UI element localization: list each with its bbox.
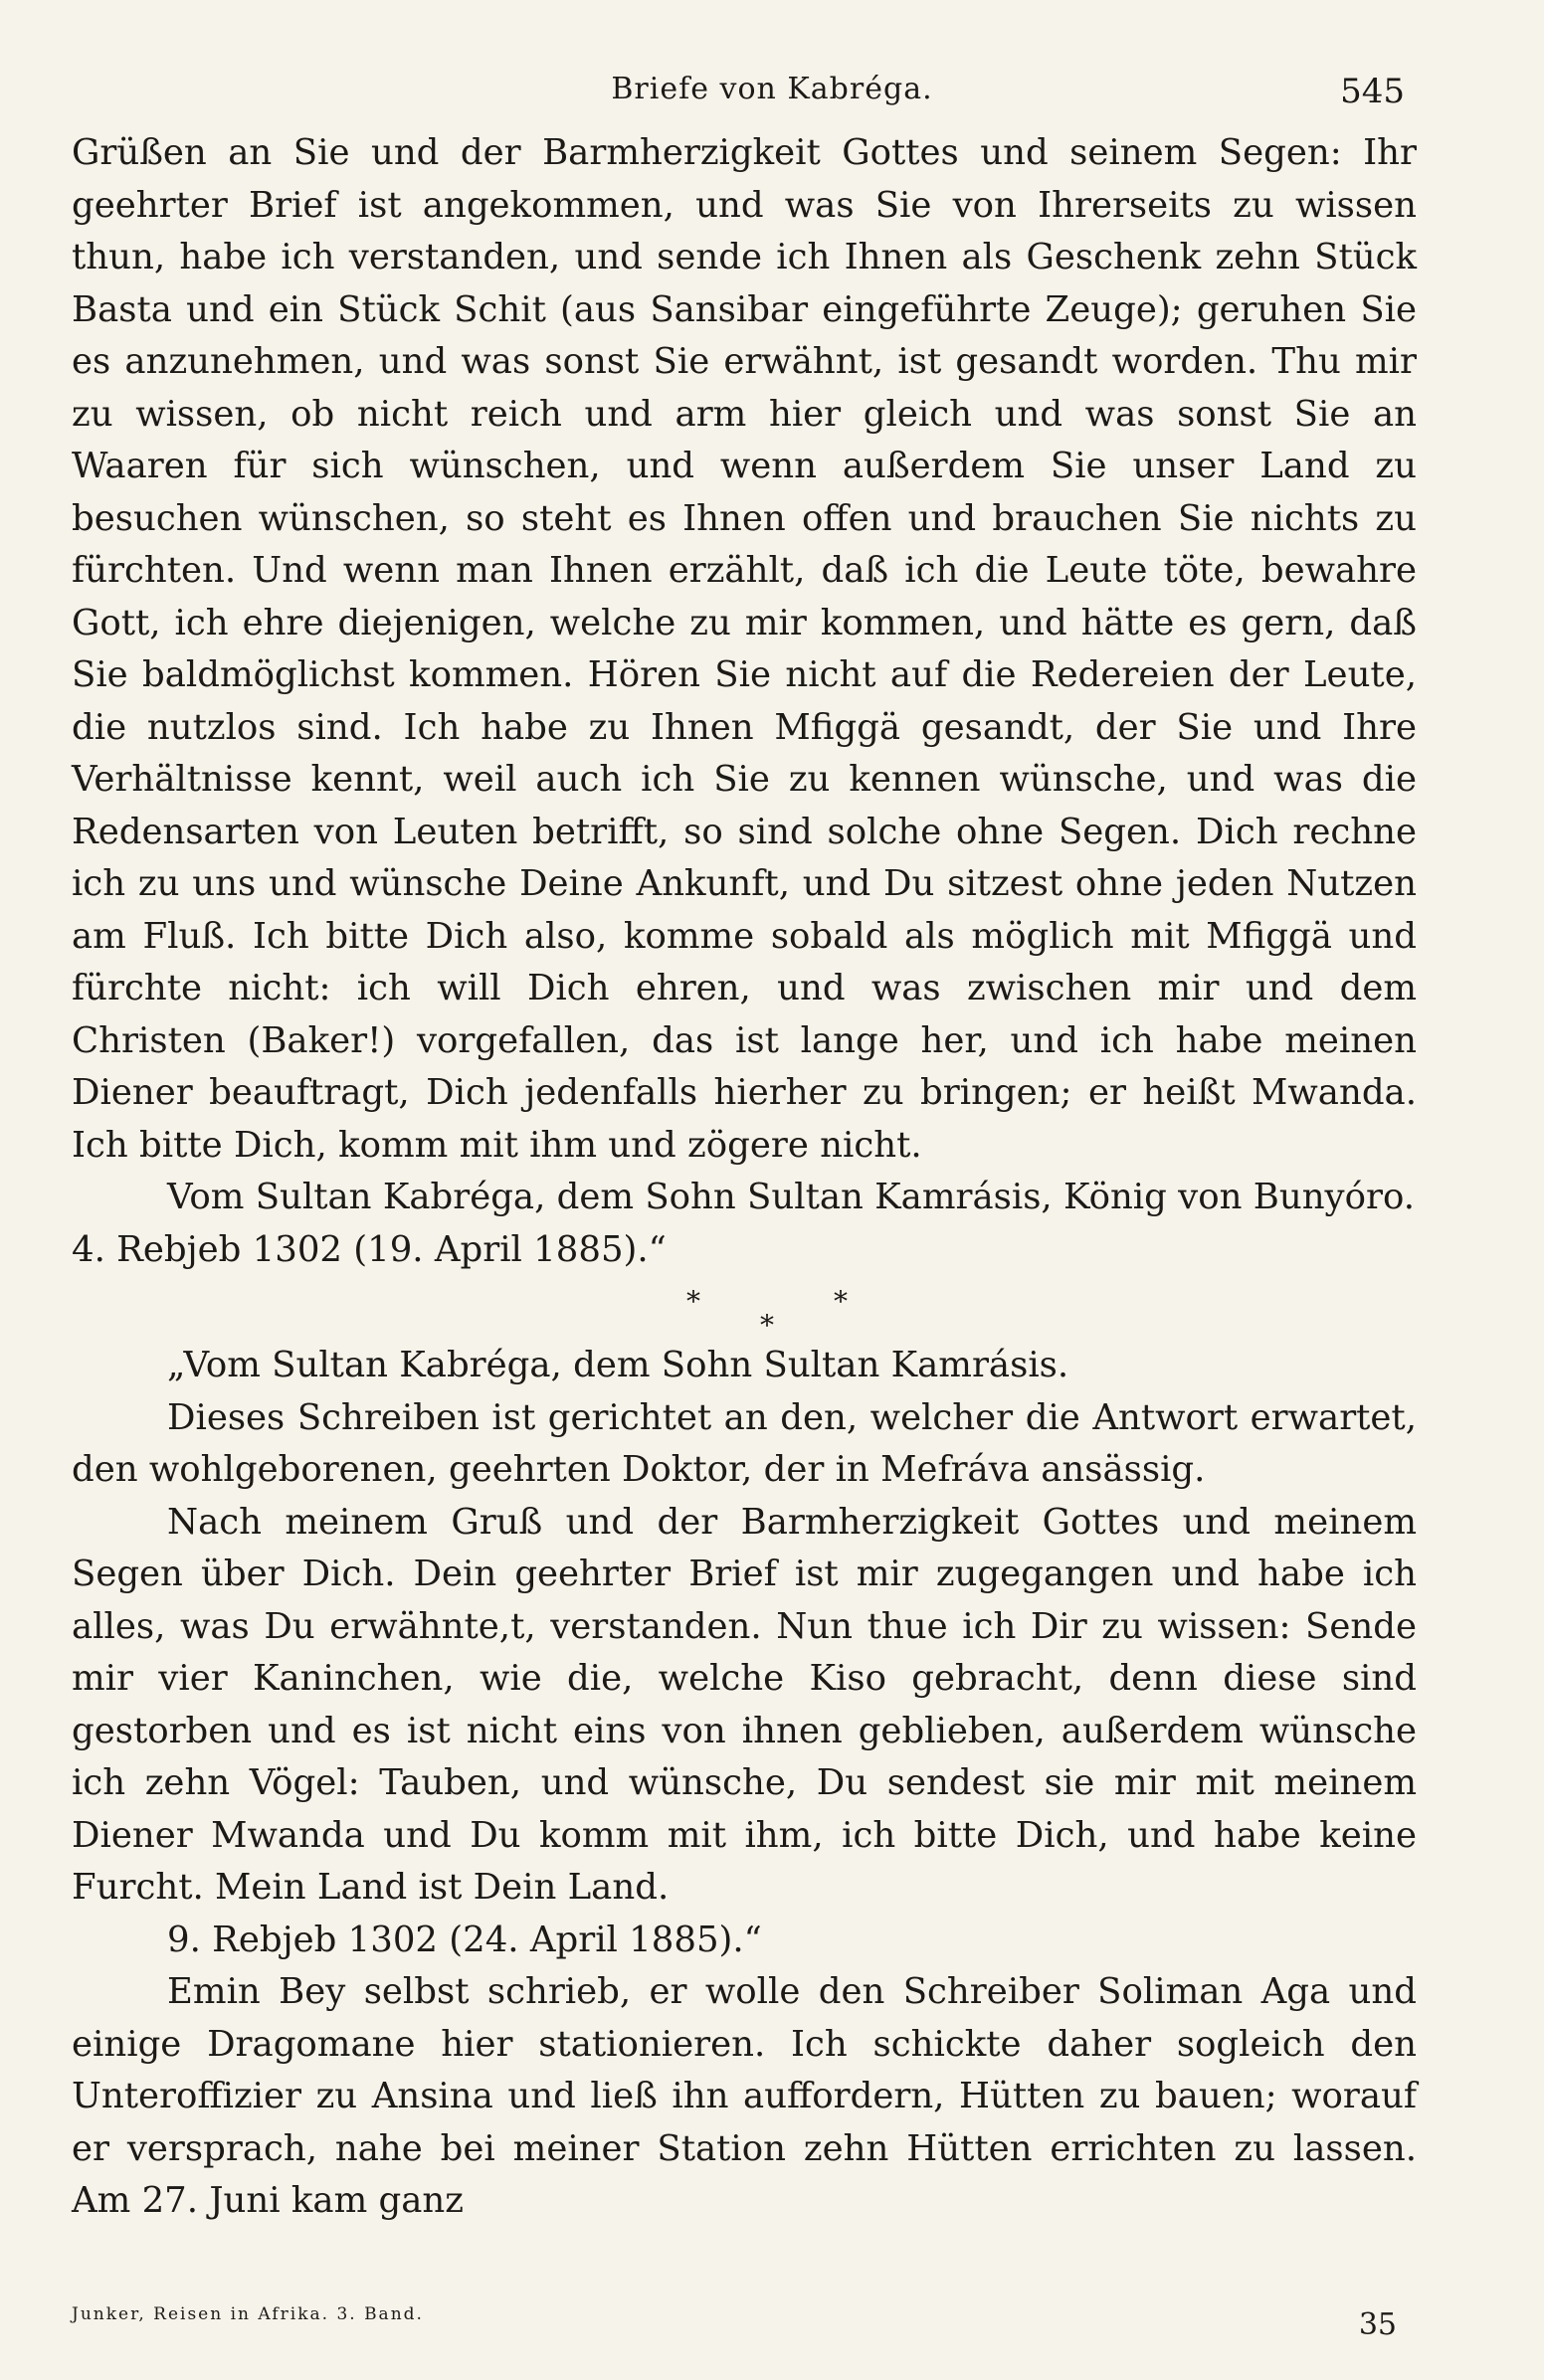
paragraph-letter-1: Grüßen an Sie und der Barmherzigkeit Gottes und seinem Segen: Ihr geehrter Brief ist angekommen, und was Sie von Ihrerseits zu wissen thun, habe ich verstanden, und sende ich Ihnen als Geschenk zehn Stück Basta und ein Stück Schit (aus Sansibar eingeführte Zeuge); geruhen Sie es anzunehmen, und was sonst Sie erwähnt, ist gesandt worden. Thu mir zu wissen, ob nicht reich und arm hier gleich und was sonst Sie an Waaren für sich wünschen, und wenn außerdem Sie unser Land zu besuchen wünschen, so steht es Ihnen offen und brauchen Sie nichts zu fürchten. Und wenn man Ihnen erzählt, daß ich die Leute töte, bewahre Gott, ich ehre diejenigen, welche zu mir kommen, und hätte es gern, daß Sie baldmöglichst kommen. Hören Sie nicht auf die Redereien der Leute, die nutzlos sind. Ich habe zu Ihnen Mfiggä gesandt, der Sie und Ihre Verhältnisse kennt, weil auch ich Sie zu kennen wünsche, und was die Redensarten von Leuten betrifft, so sind solche ohne Segen. Dich rechne ich zu uns und wünsche Deine Ankunft, und Du sitzest ohne jeden Nutzen am Fluß. Ich bitte Dich also, komme sobald als möglich mit Mfiggä und fürchte nicht: ich will Dich ehren, und was zwischen mir und dem Christen (Baker!) vorgefallen, das ist lange her, und ich habe meinen Diener beauftragt, Dich jedenfalls hierher zu bringen; er heißt Mwanda. Ich bitte Dich, komm mit ihm und zögere nicht. xyxy=(72,132,1417,1166)
imprint-line: Junker, Reisen in Afrika. 3. Band. xyxy=(72,2304,424,2324)
paragraph-letter-2: Nach meinem Gruß und der Barmherzigkeit Gottes und meinem Segen über Dich. Dein geehrter Brief ist mir zugegangen und habe ich alles, was Du erwähnte,t, verstanden. Nun thue ich Dir zu wissen: Sende mir vier Kaninchen, wie die, welche Kiso gebracht, denn diese sind gestorben und es ist nicht eins von ihnen geblieben, außerdem wünsche ich zehn Vögel: Tauben, und wünsche, Du sendest sie mir mit meinem Diener Mwanda und Du komm mit ihm, ich bitte Dich, und habe keine Furcht. Mein Land ist Dein Land. xyxy=(72,1501,1417,1908)
section-separator xyxy=(72,1276,1417,1340)
running-title: Briefe von Kabréga. xyxy=(611,72,933,106)
body-text xyxy=(72,127,1417,2228)
paragraph-date-1: 4. Rebjeb 1302 (19. April 1885).“ xyxy=(72,1228,667,1270)
paragraph-narrative: Emin Bey selbst schrieb, er wolle den Schreiber Soliman Aga und einige Dragomane hier stationieren. Ich schickte daher sogleich den Unteroffizier zu Ansina und ließ ihn auffordern, Hütten zu bauen; worauf er versprach, nahe bei meiner Station zehn Hütten errichten zu lassen. Am 27. Juni kam ganz xyxy=(72,1971,1417,2221)
paragraph-address: Dieses Schreiben ist gerichtet an den, welcher die Antwort erwartet, den wohlgeborenen, geehrten Doktor, der in Mefráva ansässig. xyxy=(72,1396,1417,1490)
separator-star: * xyxy=(686,1285,700,1318)
separator-star: * xyxy=(834,1285,848,1318)
page-number: 545 xyxy=(1340,72,1405,111)
paragraph-date-2: 9. Rebjeb 1302 (24. April 1885).“ xyxy=(167,1919,762,1960)
signature-mark: 35 xyxy=(1358,2307,1397,2342)
paragraph-letter-2-heading: „Vom Sultan Kabréga, dem Sohn Sultan Kamrásis. xyxy=(167,1345,1069,1385)
separator-star: * xyxy=(760,1309,774,1342)
paragraph-sender: Vom Sultan Kabréga, dem Sohn Sultan Kamrásis, König von Bunyóro. xyxy=(167,1177,1415,1217)
